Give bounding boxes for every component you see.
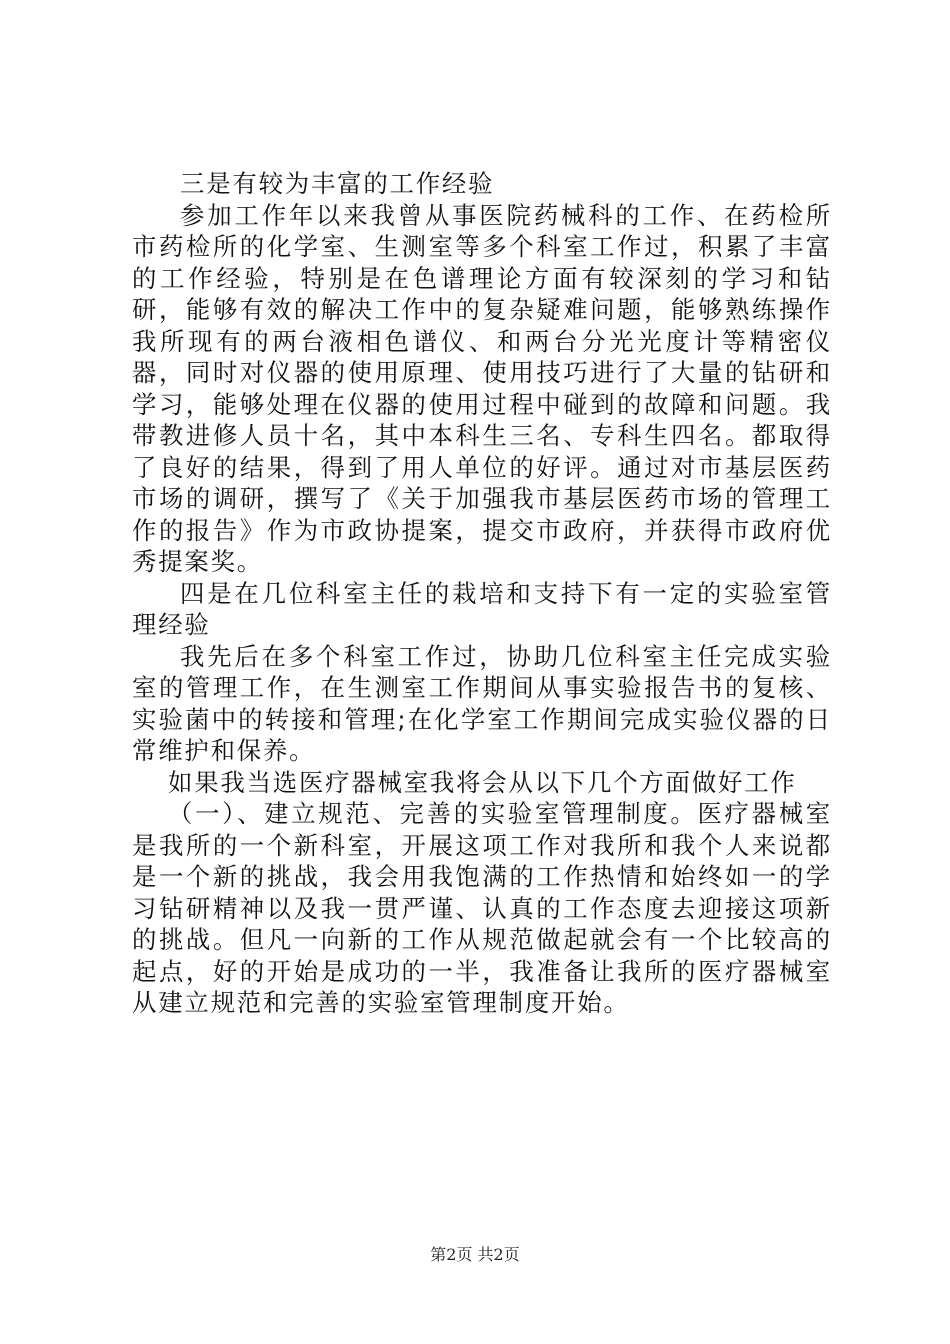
- heading-experience: 三是有较为丰富的工作经验: [180, 169, 495, 198]
- paragraph-plan-1: （一）、建立规范、完善的实验室管理制度。医疗器械室是我所的一个新科室，开展这项工作对我所和我个人来说都是一个新的挑战，我会用我饱满的工作热情和始终如一的学习钻研精神以及我一贯严谨、认真的工作态度去迎接这项新的挑战。但凡一向新的工作从规范做起就会有一个比较高的起点，好的开始是成功的一半，我准备让我所的医疗器械室从建立规范和完善的实验室管理制度开始。: [132, 799, 832, 1017]
- paragraph-experience: 参加工作年以来我曾从事医院药械科的工作、在药检所市药检所的化学室、生测室等多个科室工作过，积累了丰富的工作经验，特别是在色谱理论方面有较深刻的学习和钻研，能够有效的解决工作中的复杂疑难问题，能够熟练操作我所现有的两台液相色谱仪、和两台分光光度计等精密仪器，同时对仪器的使用原理、使用技巧进行了大量的钻研和学习，能够处理在仪器的使用过程中碰到的故障和问题。我带教进修人员十名，其中本科生三名、专科生四名。都取得了良好的结果，得到了用人单位的好评。通过对市基层医药市场的调研，撰写了《关于加强我市基层医药市场的管理工作的报告》作为市政协提案，提交市政府，并获得市政府优秀提案奖。: [132, 200, 832, 576]
- page-footer: 第2页 共2页: [430, 1245, 520, 1264]
- heading-plan: 如果我当选医疗器械室我将会从以下几个方面做好工作: [168, 767, 797, 797]
- heading-management: 四是在几位科室主任的栽培和支持下有一定的实验室管理经验: [132, 578, 832, 639]
- document-body: [132, 168, 832, 1019]
- paragraph-management: 我先后在多个科室工作过，协助几位科室主任完成实验室的管理工作，在生测室工作期间从事实验报告书的复核、实验菌中的转接和管理;在化学室工作期间完成实验仪器的日常维护和保养。: [132, 641, 832, 765]
